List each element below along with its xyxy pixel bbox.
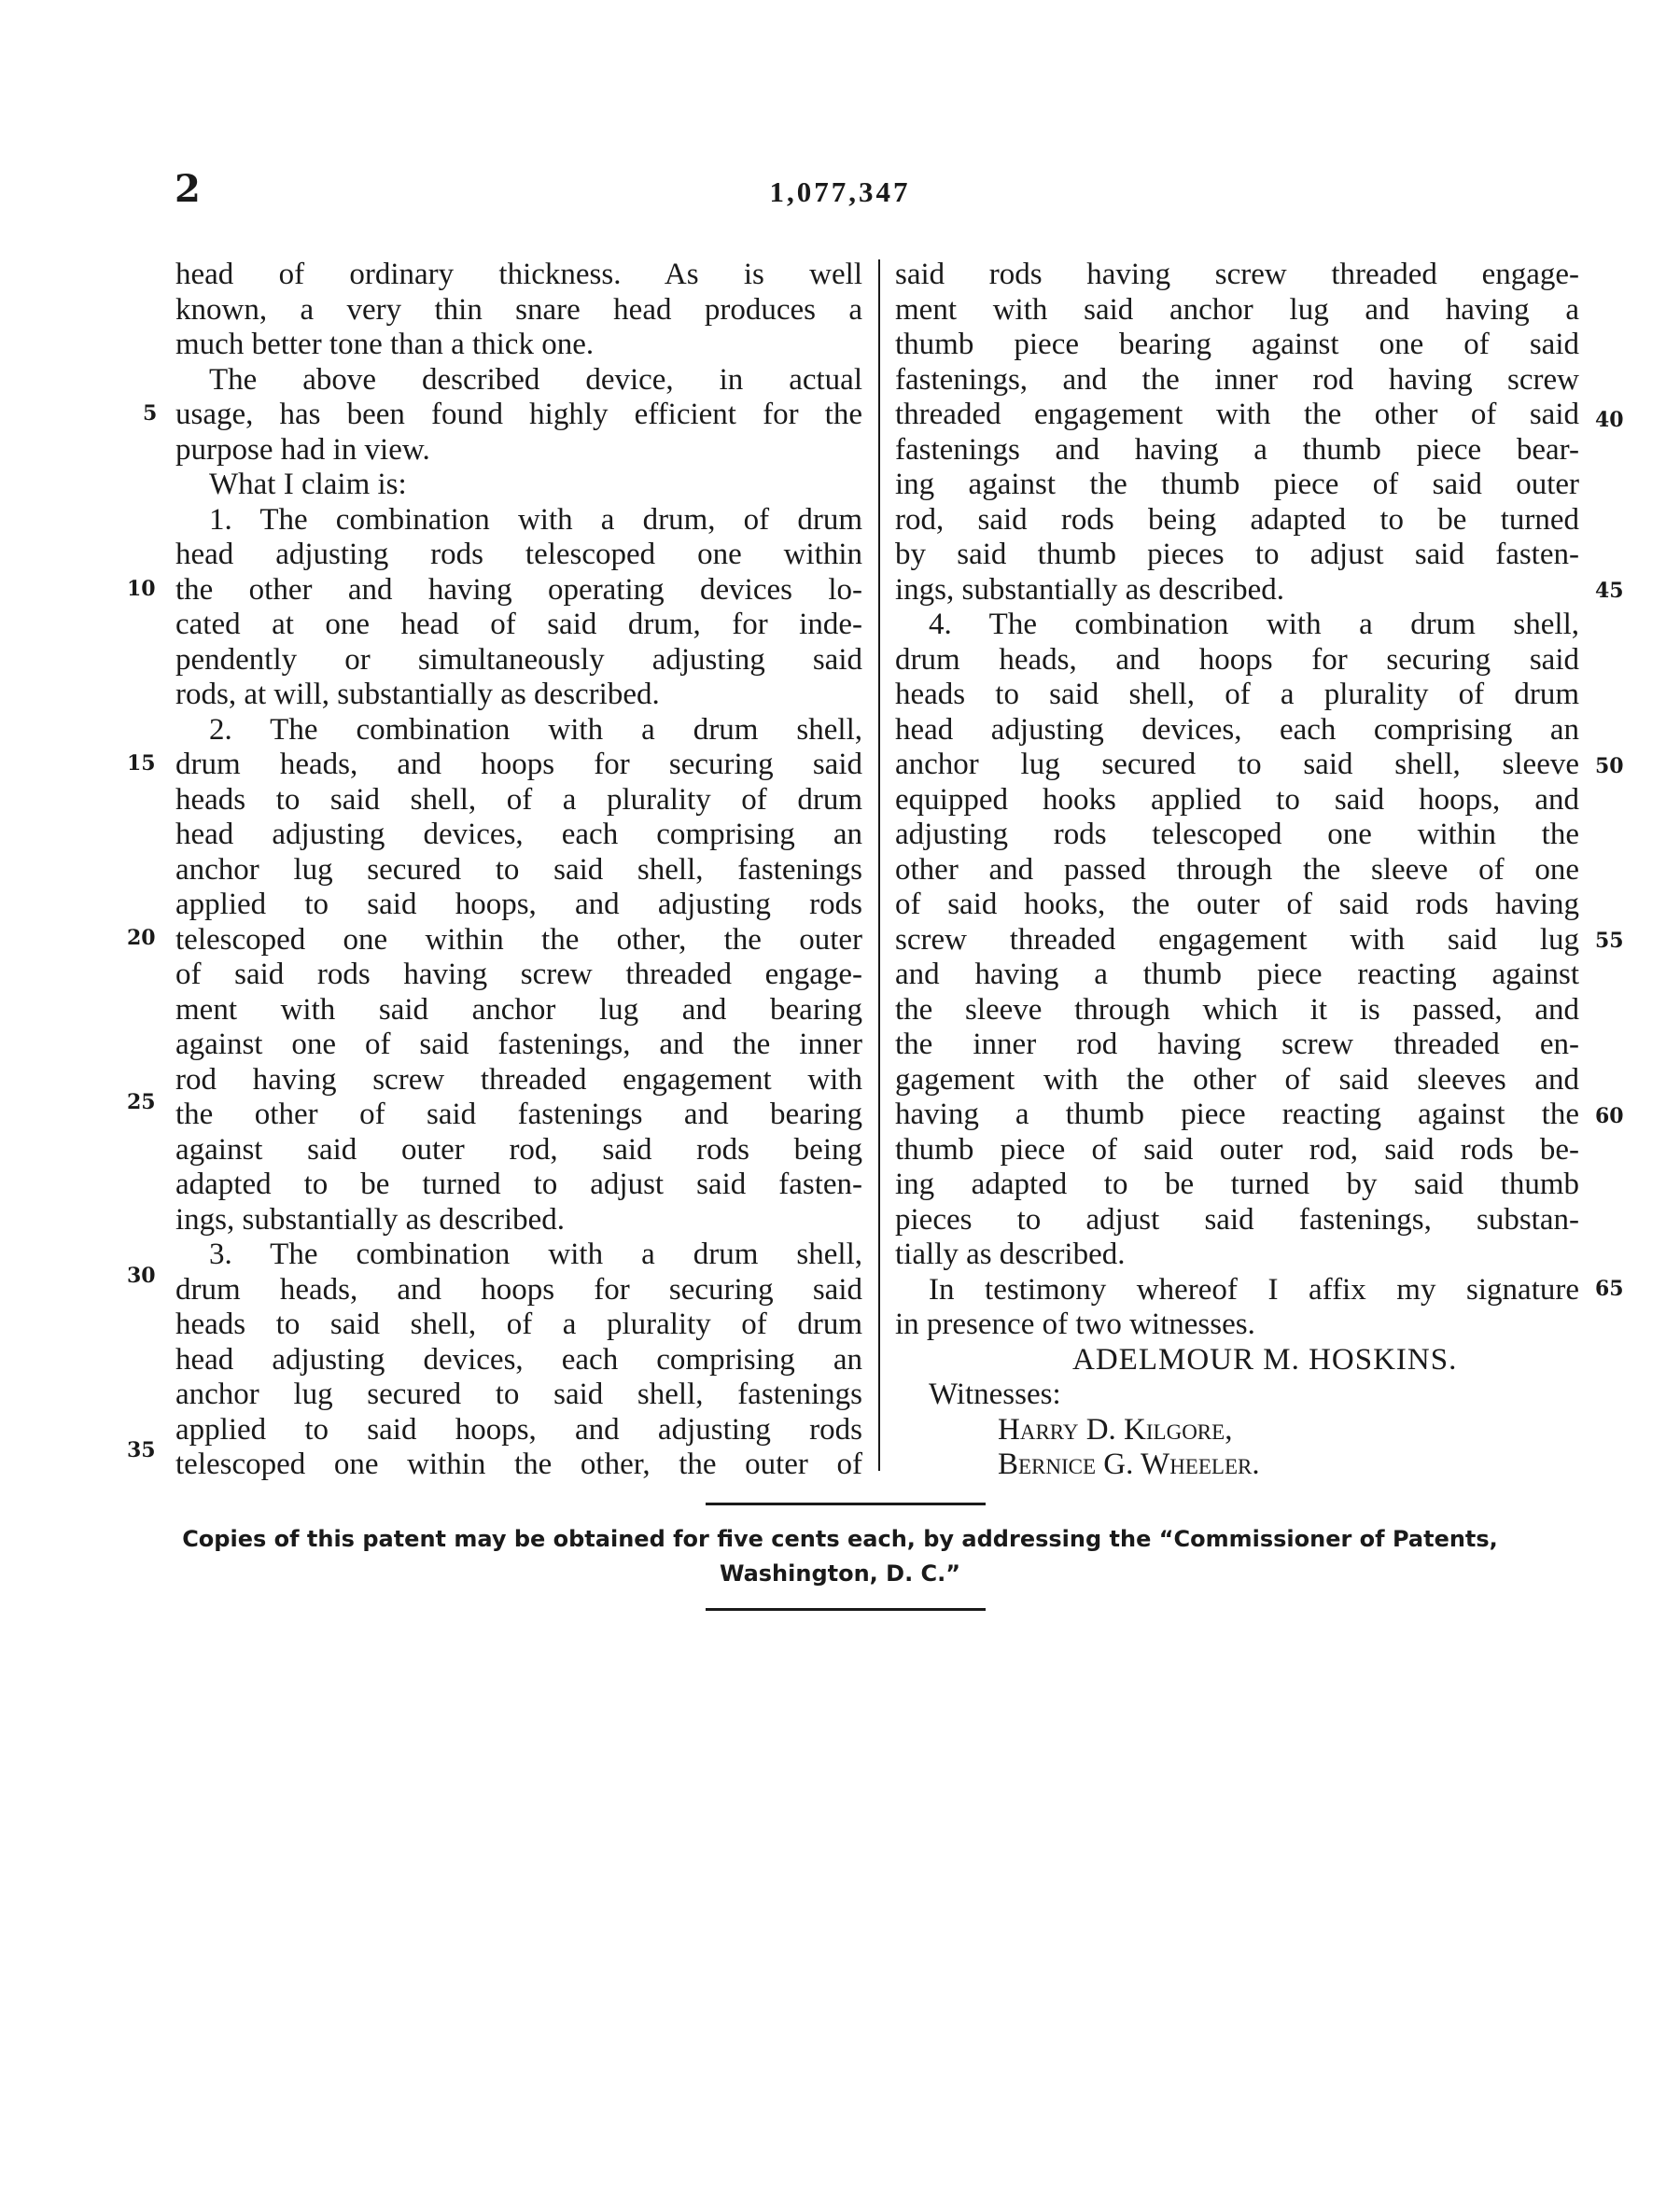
witness-name: Bernice G. Wheeler. <box>998 1448 1260 1481</box>
footer-line: Copies of this patent may be obtained for five cents each, by addressing the “Commissioner of Patents, <box>182 1526 1498 1552</box>
text-line: fastenings, and the inner rod having screw <box>895 362 1579 397</box>
text-line: 3. The combination with a drum shell, <box>209 1238 862 1271</box>
text-line: drum heads, and hoops for securing said <box>895 642 1579 677</box>
text-line: the other of said fastenings and bearing <box>175 1098 862 1131</box>
text-line: thumb piece bearing against one of said <box>895 328 1579 361</box>
text-line: In testimony whereof I affix my signature <box>929 1272 1579 1307</box>
text-line: 4. The combination with a drum shell, <box>929 608 1579 641</box>
line-number: 35 <box>127 1438 156 1462</box>
text-line: applied to said hoops, and adjusting rods <box>175 888 862 921</box>
patent-number: 1,077,347 <box>769 175 911 208</box>
text-line: head of ordinary thickness. As is well <box>175 258 862 291</box>
text-line: heads to said shell, of a plurality of drum <box>895 678 1579 711</box>
text-line: much better tone than a thick one. <box>175 328 595 361</box>
text-line: rod, said rods being adapted to be turned <box>895 502 1579 537</box>
bottom-rule <box>706 1608 986 1611</box>
text-line: purpose had in view. <box>175 432 430 467</box>
text-line: fastenings and having a thumb piece bear- <box>895 432 1579 467</box>
text-line: 2. The combination with a drum shell, <box>209 712 862 747</box>
text-line: thumb piece of said outer rod, said rods be- <box>895 1132 1579 1167</box>
text-line: 1. The combination with a drum, of drum <box>209 502 862 537</box>
text-line: head adjusting devices, each comprising an <box>895 712 1579 747</box>
text-line: in presence of two witnesses. <box>895 1308 1255 1341</box>
text-line: ing against the thumb piece of said outer <box>895 468 1579 501</box>
text-line: adapted to be turned to adjust said fasten- <box>175 1168 862 1201</box>
text-line: by said thumb pieces to adjust said fasten- <box>895 538 1579 571</box>
text-line: of said hooks, the outer of said rods having <box>895 888 1579 921</box>
line-number: 5 <box>143 401 158 426</box>
text-line: having a thumb piece reacting against the <box>895 1098 1579 1131</box>
text-line: applied to said hoops, and adjusting rods <box>175 1412 862 1447</box>
text-line: anchor lug secured to said shell, sleeve <box>895 748 1579 781</box>
text-line: The above described device, in actual <box>209 362 862 397</box>
line-number: 15 <box>127 751 156 776</box>
text-line: What I claim is: <box>209 468 407 501</box>
line-number: 55 <box>1595 929 1624 953</box>
left-column <box>175 258 862 1483</box>
line-number: 60 <box>1595 1104 1624 1128</box>
line-number: 65 <box>1595 1277 1624 1301</box>
line-number: 40 <box>1595 408 1624 432</box>
text-line: equipped hooks applied to said hoops, and <box>895 782 1579 817</box>
text-line: telescoped one within the other, the outer of <box>175 1448 862 1481</box>
footer-line: Washington, D. C.” <box>719 1560 961 1587</box>
text-line: head adjusting devices, each comprising an <box>175 1342 862 1377</box>
text-line: ment with said anchor lug and bearing <box>175 992 862 1027</box>
witnesses-label: Witnesses: <box>929 1378 1061 1411</box>
line-number: 20 <box>127 926 156 950</box>
text-line: against one of said fastenings, and the inner <box>175 1028 862 1061</box>
text-line: against said outer rod, said rods being <box>175 1132 862 1167</box>
footer-note <box>0 1522 1680 1591</box>
text-line: adjusting rods telescoped one within the <box>895 818 1579 851</box>
text-line: tially as described. <box>895 1238 1126 1271</box>
line-number: 30 <box>127 1264 156 1288</box>
line-number: 45 <box>1595 579 1624 603</box>
text-line: gagement with the other of said sleeves and <box>895 1062 1579 1097</box>
witness-name: Harry D. Kilgore, <box>998 1412 1233 1447</box>
text-line: ings, substantially as described. <box>175 1202 566 1237</box>
text-line: pendently or simultaneously adjusting said <box>175 642 862 677</box>
text-line: and having a thumb piece reacting against <box>895 958 1579 991</box>
text-line: anchor lug secured to said shell, fastenings <box>175 852 862 887</box>
text-line: ment with said anchor lug and having a <box>895 292 1579 327</box>
top-rule <box>706 1503 986 1505</box>
text-line: drum heads, and hoops for securing said <box>175 1272 862 1307</box>
line-number: 50 <box>1595 754 1624 778</box>
text-line: the sleeve through which it is passed, and <box>895 992 1579 1027</box>
text-line: said rods having screw threaded engage- <box>895 258 1579 291</box>
text-line: drum heads, and hoops for securing said <box>175 748 862 781</box>
text-line: telescoped one within the other, the outer <box>175 922 862 957</box>
line-number: 25 <box>127 1090 156 1114</box>
text-line: cated at one head of said drum, for inde- <box>175 608 862 641</box>
page-number: 2 <box>175 167 202 211</box>
text-line: ing adapted to be turned by said thumb <box>895 1168 1579 1201</box>
text-line: threaded engagement with the other of said <box>895 398 1579 431</box>
inventor-signature: ADELMOUR M. HOSKINS. <box>1072 1342 1458 1377</box>
text-line: head adjusting rods telescoped one within <box>175 538 862 571</box>
text-line: heads to said shell, of a plurality of drum <box>175 782 862 817</box>
text-line: head adjusting devices, each comprising an <box>175 818 862 851</box>
text-line: rods, at will, substantially as described. <box>175 678 660 711</box>
right-column <box>895 258 1579 1483</box>
text-line: usage, has been found highly efficient for the <box>175 398 862 431</box>
text-line: other and passed through the sleeve of one <box>895 852 1579 887</box>
text-line: ings, substantially as described. <box>895 572 1285 607</box>
text-line: heads to said shell, of a plurality of drum <box>175 1308 862 1341</box>
text-line: known, a very thin snare head produces a <box>175 292 862 327</box>
line-number: 10 <box>127 577 156 601</box>
text-line: of said rods having screw threaded engage- <box>175 958 862 991</box>
text-line: the inner rod having screw threaded en- <box>895 1028 1579 1061</box>
text-line: rod having screw threaded engagement with <box>175 1062 862 1097</box>
column-divider <box>878 259 880 1471</box>
text-line: anchor lug secured to said shell, fastenings <box>175 1378 862 1411</box>
text-line: screw threaded engagement with said lug <box>895 922 1579 957</box>
text-line: the other and having operating devices lo- <box>175 572 862 607</box>
text-line: pieces to adjust said fastenings, substan- <box>895 1202 1579 1237</box>
